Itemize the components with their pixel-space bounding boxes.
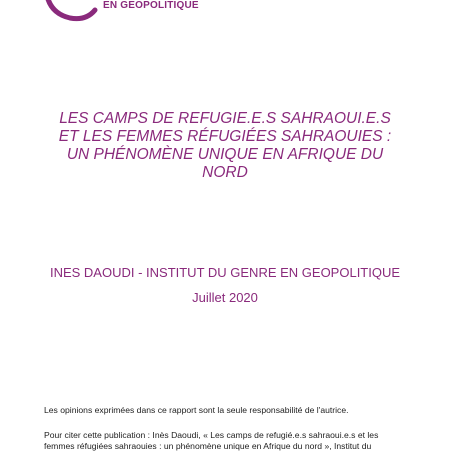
title-line: UN PHÉNOMÈNE UNIQUE EN AFRIQUE DU <box>66 146 384 163</box>
title-line: NORD <box>202 164 248 181</box>
title-line: LES CAMPS DE REFUGIE.E.S SAHRAOUI.E.S <box>59 110 391 127</box>
author-line: INES DAOUDI - INSTITUT DU GENRE EN GEOPOLITIQUE <box>49 265 401 280</box>
document-title <box>50 110 400 182</box>
publication-date: Juillet 2020 <box>192 290 258 305</box>
title-line: ET LES FEMMES RÉFUGIÉES SAHRAOUIES : <box>58 128 392 145</box>
institute-logo-icon <box>40 0 98 22</box>
citation-line: Pour citer cette publication : Inès Daoudi, « Les camps de refugié.e.s sahraoui.e.s et les <box>44 430 379 440</box>
footer-notes <box>44 405 424 452</box>
disclaimer-text: Les opinions exprimées dans ce rapport sont la seule responsabilité de l'autrice. <box>44 405 349 415</box>
citation-line: femmes réfugiées sahraouies : un phénomène unique en Afrique du nord », Institut du <box>44 441 372 451</box>
logo-text: EN GEOPOLITIQUE <box>103 0 199 11</box>
